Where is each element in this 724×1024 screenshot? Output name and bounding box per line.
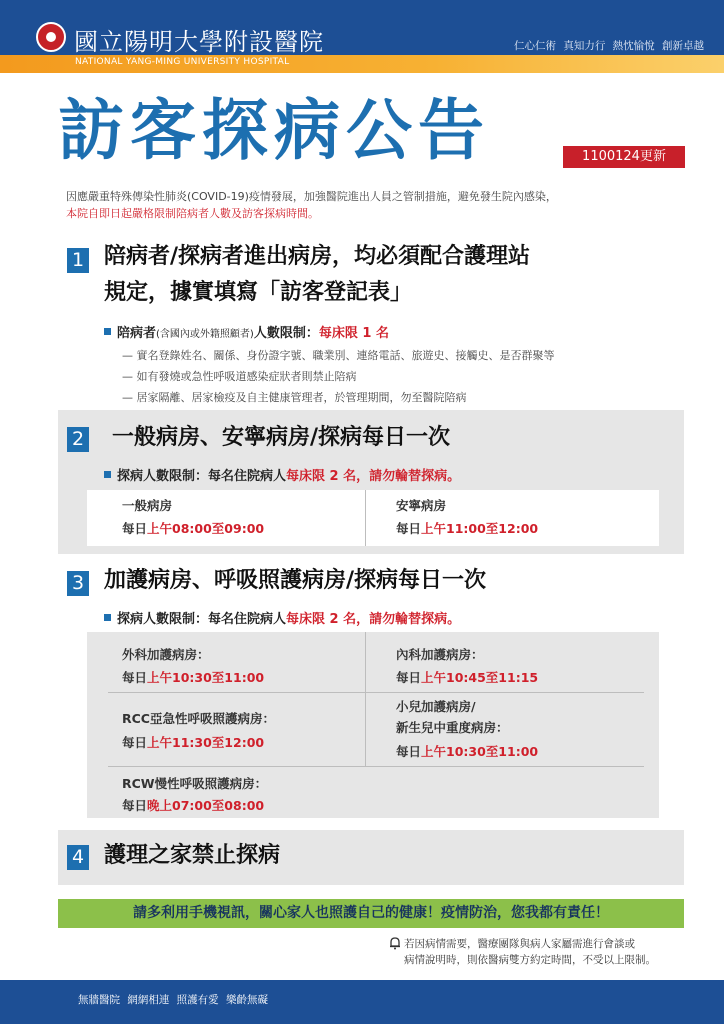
intro-red-line: 本院自即日起嚴格限制陪病者人數及訪客探病時間。 xyxy=(66,207,319,220)
section1-bullet: 陪病者(含國內或外籍照顧者)人數限制：每床限 1 名 xyxy=(104,322,389,341)
hospital-logo-icon xyxy=(36,22,66,52)
intro-text xyxy=(66,188,696,222)
section4-title: 護理之家禁止探病 xyxy=(104,843,281,868)
ward-time: 每日上午11:30至12:00 xyxy=(122,735,265,750)
hospital-motto: 仁心仁術 真知力行 熱忱愉悅 創新卓越 xyxy=(513,40,704,52)
section3-title: 加護病房、呼吸照護病房/探病每日一次 xyxy=(104,568,487,593)
section1-dash-1: — 實名登錄姓名、關係、身份證字號、職業別、連絡電話、旅遊史、接觸史、是否群聚等 xyxy=(122,349,555,362)
section3-divider-horizontal xyxy=(108,692,644,693)
ward-time: 每日上午10:30至11:00 xyxy=(396,744,539,759)
intro-line: 因應嚴重特殊傳染性肺炎(COVID-19)疫情發展，加強醫院進出人員之管制措施，避免發生院內感染， xyxy=(66,190,557,203)
hospital-name-en: NATIONAL YANG-MING UNIVERSITY HOSPITAL xyxy=(75,57,290,67)
section2-title: 一般病房、安寧病房/探病每日一次 xyxy=(112,425,451,450)
footer-slogan: 無牆醫院 網網相連 照護有愛 樂齡無礙 xyxy=(78,994,269,1006)
square-bullet-icon xyxy=(104,328,111,335)
ward-name: 小兒加護病房/ xyxy=(396,699,476,714)
reminder-banner: 請多利用手機視訊，關心家人也照護自己的健康！疫情防治，您我都有責任！ xyxy=(58,899,684,928)
section2-bullet: 探病人數限制：每名住院病人每床限 2 名，請勿輪替探病。 xyxy=(104,465,460,484)
section1-dash-3: — 居家隔離、居家檢疫及自主健康管理者，於管理期間，勿至醫院陪病 xyxy=(122,391,467,404)
section2-ward-table xyxy=(87,490,659,546)
ward-name: RCC亞急性呼吸照護病房： xyxy=(122,711,275,726)
ward-time: 每日晚上07:00至08:00 xyxy=(122,798,265,813)
square-bullet-icon xyxy=(104,614,111,621)
bell-icon xyxy=(388,936,402,950)
ward-time: 每日上午10:30至11:00 xyxy=(122,670,265,685)
section1-dash-2: — 如有發燒或急性呼吸道感染症狀者則禁止陪病 xyxy=(122,370,357,383)
section1-title-line1: 陪病者/探病者進出病房，均必須配合護理站 xyxy=(104,244,531,269)
section4-number: 4 xyxy=(67,845,89,870)
ward-name-line2: 新生兒中重度病房： xyxy=(396,720,509,735)
ward-time: 每日上午11:00至12:00 xyxy=(396,521,539,536)
exception-note xyxy=(404,936,656,968)
note-line: 病情說明時，則依醫病雙方約定時間，不受以上限制。 xyxy=(404,954,656,966)
section3-bullet: 探病人數限制：每名住院病人每床限 2 名，請勿輪替探病。 xyxy=(104,608,460,627)
section2-number: 2 xyxy=(67,427,89,452)
ward-name: RCW慢性呼吸照護病房： xyxy=(122,776,268,791)
section3-divider-vertical xyxy=(365,632,366,766)
section1-number: 1 xyxy=(67,248,89,273)
update-badge: 1100124更新 xyxy=(563,146,685,168)
hospital-name: 國立陽明大學附設醫院 xyxy=(74,28,324,56)
ward-name: 安寧病房 xyxy=(396,498,447,513)
notice-title: 訪客探病公告 xyxy=(58,92,490,169)
section1-title-line2: 規定，據實填寫「訪客登記表」 xyxy=(104,280,413,305)
section2-divider xyxy=(365,490,366,546)
ward-name: 外科加護病房： xyxy=(122,647,210,662)
ward-name: 一般病房 xyxy=(122,498,173,513)
section3-number: 3 xyxy=(67,571,89,596)
section3-divider-horizontal xyxy=(108,766,644,767)
square-bullet-icon xyxy=(104,471,111,478)
ward-name: 內科加護病房： xyxy=(396,647,484,662)
ward-time: 每日上午10:45至11:15 xyxy=(396,670,539,685)
ward-time: 每日上午08:00至09:00 xyxy=(122,521,265,536)
note-line: 若因病情需要，醫療團隊與病人家屬需進行會談或 xyxy=(404,938,635,950)
